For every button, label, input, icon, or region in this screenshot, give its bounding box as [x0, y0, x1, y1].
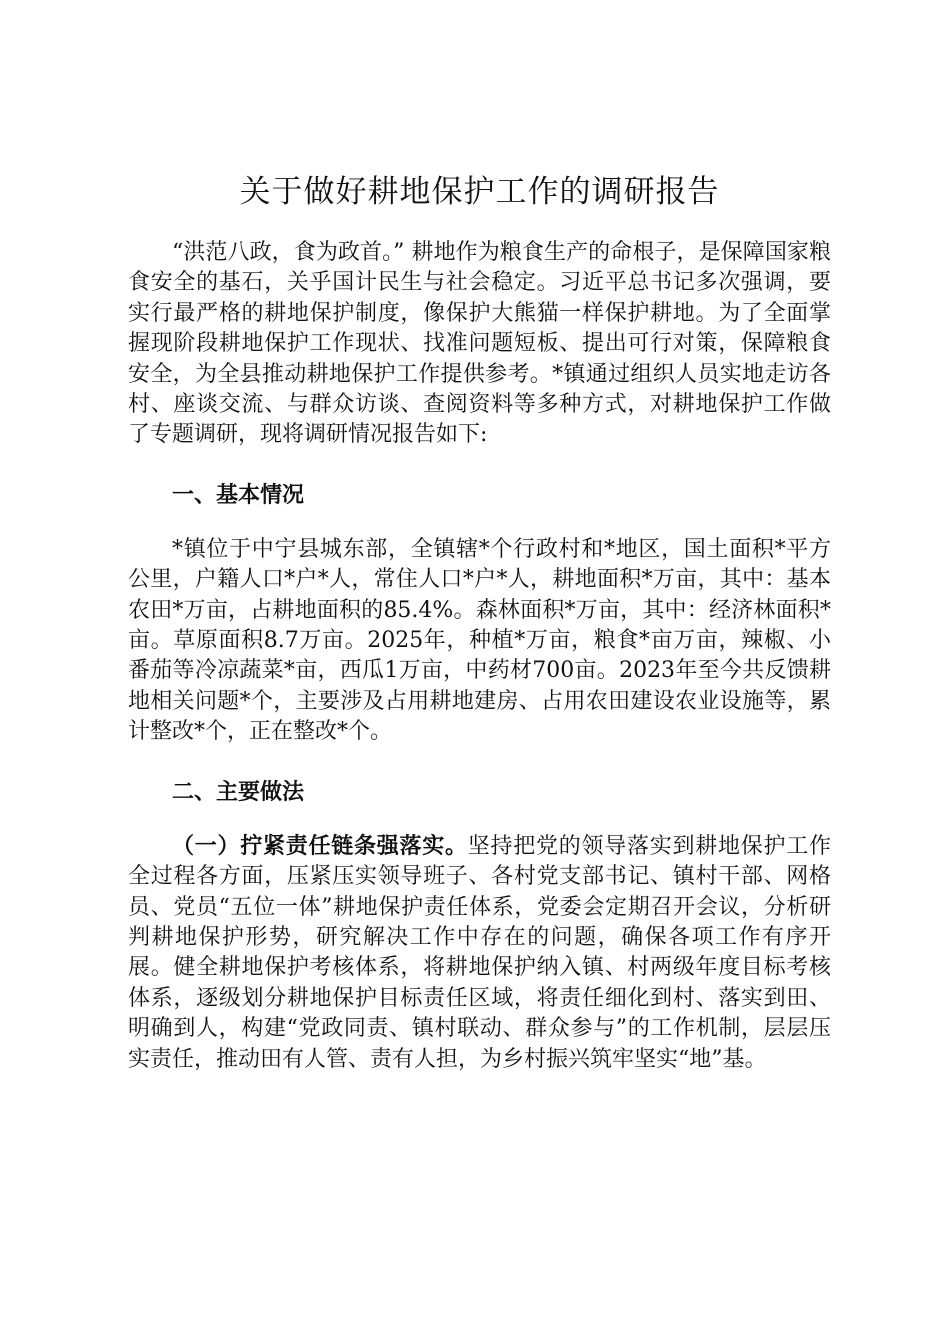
subsection-heading-responsibility: （一）拧紧责任链条强落实。	[172, 833, 468, 859]
document-title: 关于做好耕地保护工作的调研报告	[239, 174, 720, 210]
intro-paragraph: “洪范八政，食为政首。” 耕地作为粮食生产的命根子，是保障国家粮食安全的基石，关乎国计民生与社会稳定。习近平总书记多次强调，要实行最严格的耕地保护制度，像保护大熊猫一样保护耕地。为了全面掌握现阶段耕地保护工作现状、找准问题短板、提出可行对策，保障粮食安全，为全县推动耕地保护工作提供参考。*镇通过组织人员实地走访各村、座谈交流、与群众访谈、查阅资料等多种方式，对耕地保护工作做了专题调研，现将调研情况报告如下:	[128, 240, 831, 448]
subsection-body-responsibility: 坚持把党的领导落实到耕地保护工作全过程各方面，压紧压实领导班子、各村党支部书记、镇村干部、网格员、党员“五位一体”耕地保护责任体系，党委会定期召开会议，分析研判耕地保护形势，研究解决工作中存在的问题，确保各项工作有序开展。健全耕地保护考核体系，将耕地保护纳入镇、村两级年度目标考核体系，逐级划分耕地保护目标责任区域，将责任细化到村、落实到田、明确到人，构建“党政同责、镇村联动、群众参与”的工作机制，层层压实责任，推动田有人管、责有人担，为乡村振兴筑牢坚实“地”基。	[128, 833, 831, 1072]
section-heading-basic-situation: 一、基本情况	[172, 482, 305, 508]
main-practices-paragraph	[128, 832, 831, 1075]
basic-situation-paragraph: *镇位于中宁县城东部，全镇辖*个行政村和*地区，国土面积*平方公里，户籍人口*户*人，常住人口*户*人，耕地面积*万亩，其中：基本农田*万亩，占耕地面积的85.4%。森林面积*万亩，其中：经济林面积*亩。草原面积8.7万亩。2025年，种植*万亩，粮食*亩万亩，辣椒、小番茄等冷凉蔬菜*亩，西瓜1万亩，中药材700亩。2023年至今共反馈耕地相关问题*个，主要涉及占用耕地建房、占用农田建设农业设施等，累计整改*个，正在整改*个。	[128, 536, 831, 745]
document-body	[128, 170, 831, 1075]
section-heading-main-practices: 二、主要做法	[172, 779, 305, 805]
